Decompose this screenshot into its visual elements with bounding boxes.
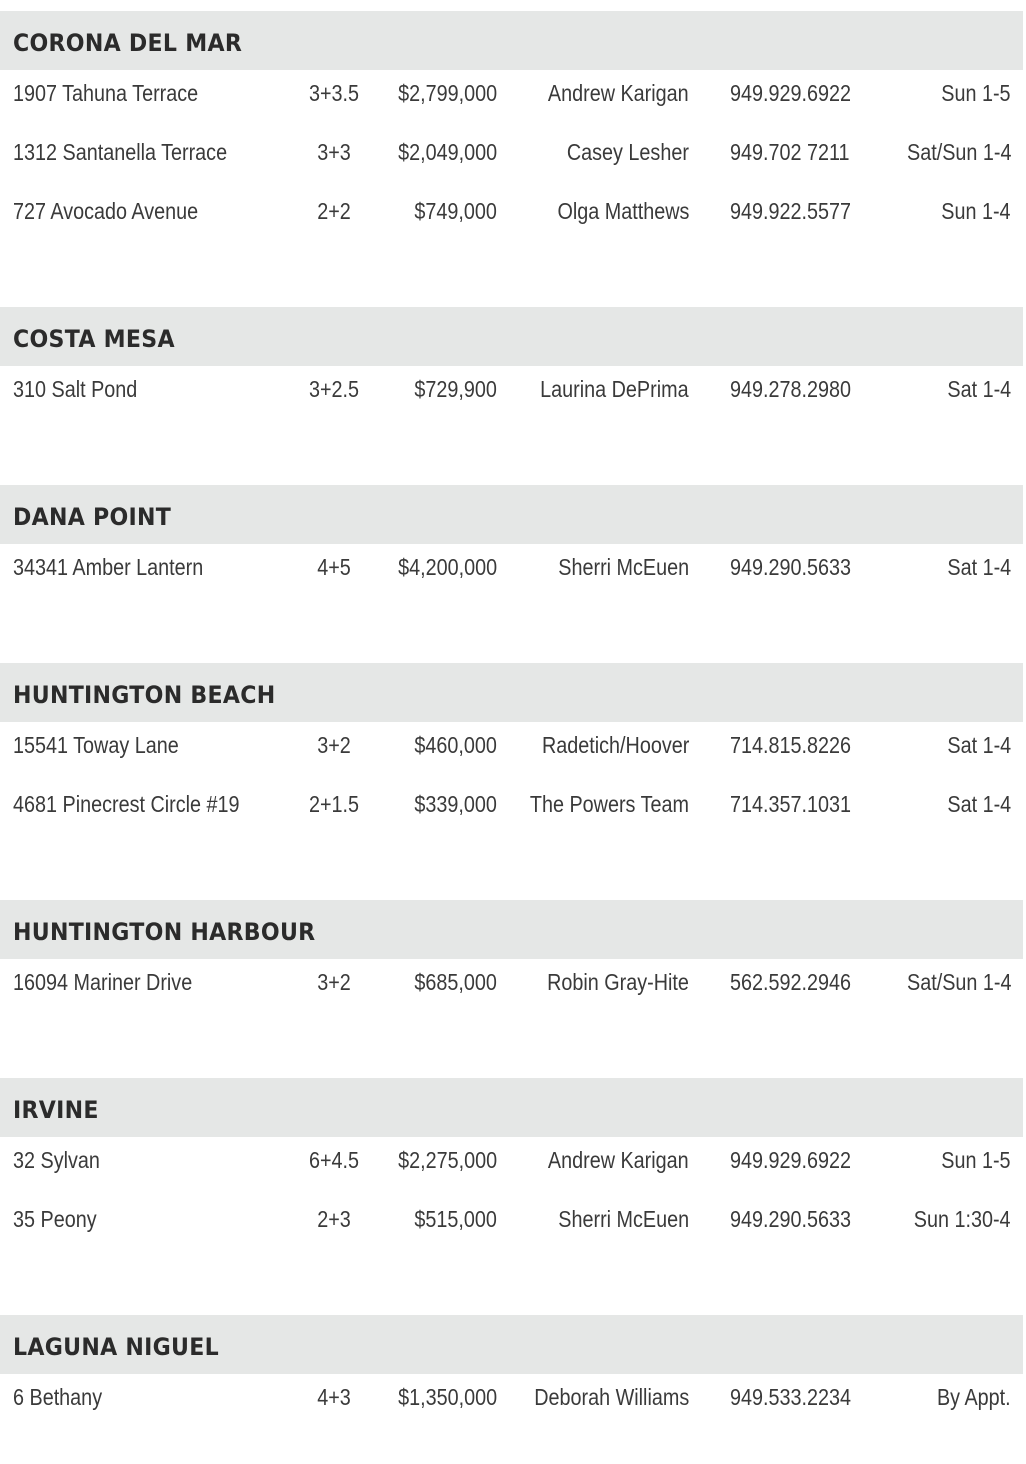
listing-address: 35 Peony (13, 1206, 97, 1232)
listing-agent: Andrew Karigan (548, 1147, 689, 1173)
area-section-corona-del-mar (0, 11, 1023, 307)
listing-rows (0, 959, 1023, 1018)
listing-phone: 949.929.6922 (730, 1147, 852, 1173)
listing-address: 310 Salt Pond (13, 376, 138, 402)
open-house-listings (0, 11, 1023, 1433)
listing-address: 1312 Santanella Terrace (13, 139, 228, 165)
listing-address: 34341 Amber Lantern (13, 554, 204, 580)
listing-phone: 949.290.5633 (730, 554, 852, 580)
area-section-irvine (0, 1078, 1023, 1315)
listing-agent: Radetich/Hoover (541, 732, 689, 758)
listing-price: $2,275,000 (397, 1147, 497, 1173)
section-spacer (0, 840, 1023, 900)
listing-hours: Sun 1-4 (941, 198, 1011, 224)
listing-address: 16094 Mariner Drive (13, 969, 193, 995)
listing-hours: Sat 1-4 (947, 376, 1011, 402)
listing-rows (0, 1374, 1023, 1433)
listing-agent: Andrew Karigan (548, 80, 689, 106)
listing-price: $2,799,000 (397, 80, 497, 106)
listing-beds-baths: 4+3 (317, 1384, 351, 1410)
area-header (0, 900, 1023, 959)
listing-hours: Sun 1-5 (941, 1147, 1011, 1173)
listing-rows (0, 70, 1023, 247)
listing-beds-baths: 3+2 (317, 969, 351, 995)
listing-phone: 714.357.1031 (730, 791, 852, 817)
listing-row (0, 1137, 1023, 1196)
section-spacer (0, 247, 1023, 307)
area-section-costa-mesa (0, 307, 1023, 485)
listing-beds-baths: 2+3 (317, 1206, 351, 1232)
listing-beds-baths: 3+3 (317, 139, 351, 165)
listing-price: $339,000 (414, 791, 497, 817)
listing-phone: 949.929.6922 (730, 80, 852, 106)
listing-price: $685,000 (414, 969, 497, 995)
listing-price: $515,000 (414, 1206, 497, 1232)
listing-row (0, 1374, 1023, 1433)
listing-agent: Sherri McEuen (558, 1206, 689, 1232)
listing-hours: Sun 1-5 (941, 80, 1011, 106)
area-name: IRVINE (13, 1095, 99, 1124)
area-name: COSTA MESA (13, 324, 175, 353)
area-header (0, 663, 1023, 722)
area-name: CORONA DEL MAR (13, 28, 243, 57)
listing-price: $729,900 (414, 376, 497, 402)
area-header (0, 307, 1023, 366)
listing-row (0, 366, 1023, 425)
listing-rows (0, 544, 1023, 603)
listing-address: 727 Avocado Avenue (13, 198, 199, 224)
area-name: DANA POINT (13, 502, 172, 531)
listing-agent: Laurina DePrima (540, 376, 689, 402)
area-section-huntington-beach (0, 663, 1023, 900)
listing-rows (0, 722, 1023, 840)
listing-price: $749,000 (414, 198, 497, 224)
listing-phone: 714.815.8226 (730, 732, 852, 758)
listing-hours: Sat 1-4 (947, 732, 1011, 758)
listing-hours: Sat 1-4 (947, 554, 1011, 580)
listing-address: 15541 Toway Lane (13, 732, 179, 758)
area-section-dana-point (0, 485, 1023, 663)
section-spacer (0, 603, 1023, 663)
section-spacer (0, 1018, 1023, 1078)
listing-beds-baths: 3+2.5 (308, 376, 360, 402)
listing-beds-baths: 4+5 (317, 554, 351, 580)
listing-beds-baths: 6+4.5 (308, 1147, 360, 1173)
listing-row (0, 188, 1023, 247)
listing-hours: By Appt. (937, 1384, 1011, 1410)
section-spacer (0, 425, 1023, 485)
listing-row (0, 129, 1023, 188)
listing-address: 1907 Tahuna Terrace (13, 80, 199, 106)
listing-address: 4681 Pinecrest Circle #19 (13, 791, 240, 817)
listing-row (0, 1196, 1023, 1255)
section-spacer (0, 1255, 1023, 1315)
listing-beds-baths: 2+2 (317, 198, 351, 224)
listing-agent: Robin Gray-Hite (547, 969, 689, 995)
listing-price: $4,200,000 (397, 554, 497, 580)
listing-beds-baths: 3+3.5 (308, 80, 360, 106)
listing-phone: 949.278.2980 (730, 376, 852, 402)
listing-price: $460,000 (414, 732, 497, 758)
listing-phone: 949.922.5577 (730, 198, 852, 224)
listing-beds-baths: 2+1.5 (308, 791, 360, 817)
listing-agent: Olga Matthews (557, 198, 689, 224)
listing-hours: Sat 1-4 (947, 791, 1011, 817)
listing-hours: Sun 1:30-4 (914, 1206, 1011, 1232)
area-name: HUNTINGTON BEACH (13, 680, 276, 709)
listing-beds-baths: 3+2 (317, 732, 351, 758)
listing-hours: Sat/Sun 1-4 (906, 969, 1011, 995)
area-name: LAGUNA NIGUEL (13, 1332, 219, 1361)
listing-agent: The Powers Team (529, 791, 689, 817)
area-section-laguna-niguel (0, 1315, 1023, 1433)
listing-rows (0, 1137, 1023, 1255)
listing-phone: 949.533.2234 (730, 1384, 852, 1410)
listing-agent: Sherri McEuen (558, 554, 689, 580)
area-section-huntington-harbour (0, 900, 1023, 1078)
listing-phone: 949.702 7211 (730, 139, 850, 165)
area-name: HUNTINGTON HARBOUR (13, 917, 316, 946)
area-header (0, 11, 1023, 70)
listing-agent: Deborah Williams (534, 1384, 689, 1410)
listing-address: 32 Sylvan (13, 1147, 100, 1173)
listing-price: $1,350,000 (397, 1384, 497, 1410)
listing-phone: 949.290.5633 (730, 1206, 852, 1232)
listing-row (0, 70, 1023, 129)
listing-price: $2,049,000 (397, 139, 497, 165)
area-header (0, 1078, 1023, 1137)
listing-phone: 562.592.2946 (730, 969, 852, 995)
listing-agent: Casey Lesher (566, 139, 689, 165)
listing-row (0, 722, 1023, 781)
listing-row (0, 959, 1023, 1018)
area-header (0, 1315, 1023, 1374)
listing-row (0, 781, 1023, 840)
listing-address: 6 Bethany (13, 1384, 103, 1410)
listing-rows (0, 366, 1023, 425)
area-header (0, 485, 1023, 544)
listing-hours: Sat/Sun 1-4 (906, 139, 1011, 165)
listing-row (0, 544, 1023, 603)
